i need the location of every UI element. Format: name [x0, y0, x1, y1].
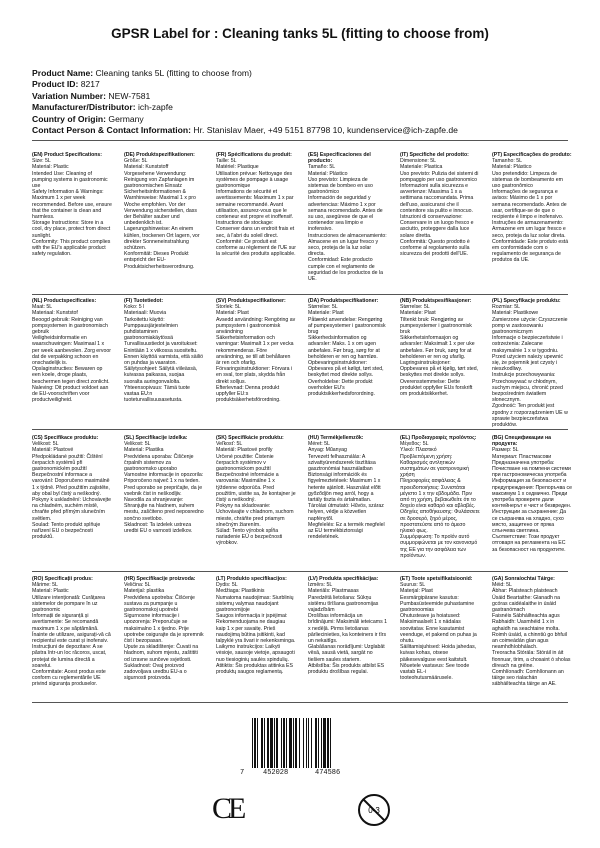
divider-2 — [32, 429, 568, 430]
divider-3 — [32, 571, 568, 572]
spec-block-heading: (LT) Produkto specifikacijos: — [216, 576, 287, 582]
variation-label: Variation Number: — [32, 90, 107, 101]
spec-block-heading: (ES) Especificaciones del producto: — [308, 152, 371, 165]
variation-number: NEW-7581 — [108, 90, 151, 101]
spec-block — [32, 576, 112, 714]
spec-block-heading: (DE) Produktspezifikationen: — [124, 152, 195, 158]
spec-block-heading: (ET) Toote spetsifikatsioonid: — [400, 576, 473, 582]
divider-top — [32, 140, 568, 141]
spec-block — [400, 152, 480, 290]
spec-block — [216, 435, 296, 573]
product-name-label: Product Name: — [32, 68, 94, 78]
spec-block-text: Dimensione: 5L Materiale: Plastica Uso previsto: Pulizia dei sistemi di pompaggio per uso gastronomico Informazioni sulla sicurezza e avvertenze: Massima 1 x a settimana raccomandata. Prima dell'uso, assicurarsi che il contenitore sia pulito e innocuo. Istruzioni di conservazione: Conservare in un luogo fresco e asciutto, proteggere dalla luce solare diretta. Conformità: Questo prodotto è conforme al regolamento sulla sicurezza dei prodotti dell'UE. — [400, 158, 479, 258]
spec-block-heading: (CS) Specifikace produktu: — [32, 435, 99, 441]
spec-block-text: Méret: 5L Anyag: Műanyag Tervezett felhasználás: A szivattyúrendszerek tisztítása gasztronómiai használatban Biztonsági információk és figyelmeztetések: Maximum 1 x hetente ajánlott. Használat előtt győződjön meg arról, hogy a tartály tiszta és ártalmatlan. Tárolási útmutató: Hűvös, száraz helyen, védje a közvetlen napfénytől. Megfelelés: Ez a termék megfelel az EU termékbiztonsági rendeletének. — [308, 441, 385, 541]
spec-block — [492, 152, 572, 290]
spec-block — [400, 576, 480, 714]
spec-block-heading: (NL) Productspecificaties: — [32, 298, 97, 304]
spec-block — [400, 298, 480, 436]
spec-block — [32, 435, 112, 573]
spec-block — [124, 152, 204, 290]
barcode-digit-2: 452028 — [263, 769, 289, 777]
spec-block-text: Veľkosť: 5L Materiál: Plastové profily Určené použitie: Čistenie čerpacích systémov v gastronomickom použití Bezpečnostné informácie a varovania: Maximálne 1 x týždenne odporúča. Pred použitím, uistite sa, že kontajner je čistý a neškodný. Pokyny na skladovanie: Uchovávajte v chladnom, suchom mieste, chráňte pred priamym slnečným žiarením. Súlad: Tento výrobok spĺňa nariadenie EÚ o bezpečnosti výrobkov. — [216, 441, 296, 547]
page-title: GPSR Label for : Cleaning tanks 5L (fitting to choose from) — [111, 26, 489, 41]
spec-block-text: Velikost: 5L Material: Plastika Predvidena uporaba: Čiščenje črpalnih sistemov za gastronomsko uporabo Varnostne informacije in opozorila: Priporočeno največ 1 x na teden. Pred uporabo se prepričajte, da je vsebnik čist in neškodljiv. Navodila za shranjevanje: Shranjujte na hladnem, suhem mestu, zaščiteno pred neposredno sončno svetlobo. Skladnost: Ta izdelek ustreza uredbi EU o varnosti izdelkov. — [124, 441, 204, 535]
spec-block-text: Méid: 5L Ábhar: Plaisteach plaisteach Úsáid Beartaithe: Glanadh na gcóras caidéalaithe in úsáid gastranómach Faisnéis Sábháilteachta agus Rabhaidh: Uasmhéid 1 x in aghaidh na seachtaine molta. Roimh úsáid, a chinntiú go bhfuil an coimeádán glan agus neamhdhíobhálach. Treoracha Stórála: Stóráil in áit fionnuar, tirim, a chosaint ó sholas díreach na gréine. Comhlíonadh: Comhlíonann an táirge seo rialachán sábháilteachta táirge an AE. — [492, 582, 571, 688]
spec-block-heading: (BG) Спецификации на продукта: — [492, 435, 552, 448]
spec-block-text: Size: 5L Material: Plastic Intended Use: Cleaning of pumping systems in gastronomic use Safety Information & Warnings: Maximum 1 x per week recommended. Before use, ensure that the container is clean and harmless. Storage Instructions: Store in a cool, dry place, protect from direct sunlight. Conformity: This product complies with the EU's applicable product safety regulation. — [32, 158, 112, 258]
spec-block — [32, 298, 112, 436]
spec-block-text: Tamaño: 5L Material: Plástico Uso previsto: Limpieza de sistemas de bombeo en uso gastronómico Información de seguridad y advertencias: Máximo 1 x por semana recomendado. Antes de su uso, asegúrese de que el contenedor sea limpio e inofensivo. Instrucciones de almacenamiento: Almacene en un lugar fresco y seco, proteja de la luz solar directa. Conformidad: Este producto cumple con el reglamento de seguridad de los productos de la UE. — [308, 164, 387, 283]
ce-mark-icon: CE — [212, 792, 243, 825]
spec-block — [216, 576, 296, 714]
barcode-digit-1: 7 — [240, 769, 245, 777]
spec-block — [216, 298, 296, 436]
spec-block-heading: (NB) Produktspesifikasjoner: — [400, 298, 472, 304]
spec-block-heading: (FR) Spécifications du produit: — [216, 152, 292, 158]
spec-block-text: Maat: 5L Materiaal: Kunststof Beoogd gebruik: Reiniging van pompsystemen in gastronomisch gebruik Veiligheidsinformatie en waarschuwingen: Maximaal 1 x per week aanbevolen. Zorg ervoor dat de verpakking schoon en onschadelijk is. Opslaginstructies: Bewaren op een koele, droge plaats, beschermen tegen direct zonlicht. Naleving: Dit product voldoet aan de EU-voorschriften voor productveiligheid. — [32, 304, 112, 404]
spec-block-heading: (SV) Produktspecifikationer: — [216, 298, 286, 304]
spec-block — [308, 152, 388, 290]
spec-block-heading: (EN) Product Specifications: — [32, 152, 103, 158]
country: Germany — [108, 113, 144, 124]
spec-block-text: Mărime: 5L Material: Plastic Utilizare intenționată: Curățarea sistemelor de pompare în uz gastronomic Informații de siguranță și avertismente: Se recomandă maximum 1 x pe săptămână. Înainte de utilizare, asigurați-vă că recipientul este curat și inofensiv. Instrucțiuni de depozitare: A se păstra într-un loc răcoros, uscat, protejat de lumina directă a soarelui. Conformitate: Acest produs este conform cu reglementările UE privind siguranța produselor. — [32, 582, 111, 688]
product-id-label: Product ID: — [32, 79, 79, 90]
product-name: Cleaning tanks 5L (fitting to choose from) — [95, 68, 252, 78]
spec-block — [400, 435, 480, 573]
spec-block — [492, 298, 572, 436]
spec-block-heading: (SK) Špecifikácie produktu: — [216, 435, 284, 441]
spec-block-text: Größe: 5L Material: Kunststoff Vorgesehene Verwendung: Reinigung von Zapfanlagen im gastronomischen Einsatz Sicherheitsinformationen & Warnhinweise: Maximal 1 x pro Woche empfohlen. Vor der Verwendung sicherstellen, dass der Behälter sauber und unbedenklich ist. Lagerungshinweise: An einem kühlen, trockenen Ort lagern, vor direkter Sonneneinstrahlung schützen. Konformität: Dieses Produkt entspricht der EU-Produktsicherheitsverordnung. — [124, 158, 200, 270]
spec-block-text: Izmērs: 5L Materiāls: Plastmasas Paredzētā lietošana: Sūkņu sistēmu tīrīšana gastronomijas vajadzībām Drošības informācija un brīdinājumi: Maksimāli ieteicams 1 x nedēļā. Pirms lietošanas pārliecinieties, ka konteiners ir tīrs un nekaitīgs. Glabāšanas norādījumi: Uzglabāt vēsā, sausā vietā, sargāt no tiešiem saules stariem. Atbilstība: Šis produkts atbilst ES produktu drošības regulai. — [308, 582, 387, 676]
spec-block-text: Størrelse: 5L Materiale: Plast Tiltenkt bruk: Rengjøring av pumpesystemer i gastronomisk bruk Sikkerhetsinformasjon og advarsler: Maksimalt 1 x per uke anbefales. Før bruk, sørg for at beholderen er ren og ufarlig. Lagringsinstruksjoner: Oppbevares på et kjølig, tørt sted, beskyttes mot direkte sollys. Overensstemmelse: Dette produktet oppfyller EUs forskrift om produktsikkerhet. — [400, 304, 479, 398]
spec-block-text: Tamanho: 5L Material: Plástico Uso pretendido: Limpeza de sistemas de bombeamento em uso gastronômico Informações de segurança e avisos: Máximo de 1 x por semana recomendado. Antes de usar, certifique-se de que o recipiente é limpo e inofensivo. Instruções de armazenamento: Armazene em um lugar fresco e seco, proteja da luz solar direta. Conformidade: Este produto está em conformidade com o regulamento de segurança de produtos da UE. — [492, 158, 569, 264]
spec-block — [32, 152, 112, 290]
spec-block — [124, 576, 204, 714]
spec-block-heading: (IT) Specifiche del prodotto: — [400, 152, 469, 158]
spec-block-text: Størrelse: 5L Materiale: Plast Påtænkt anvendelse: Rengøring af pumpesystemer i gastronomisk brug Sikkerhedsinformation og advarsler: Maks. 1 x om ugen anbefales. Før brug, sørg for at beholderen er ren og harmløs. Opbevaringsinstruktioner: Opbevares på et køligt, tørt sted, beskyttet mod direkte sollys. Overholdelse: Dette produkt overholder EU's produktsikkerhedsforordning. — [308, 304, 386, 398]
spec-block — [308, 435, 388, 573]
spec-block-text: Taille: 5L Matériel: Plastique Utilisation prévue: Nettoyage des systèmes de pompage à usage gastronomique Informations de sécurité et avertissements: Maximum 1 x par semaine recommandé. Avant utilisation, assurez-vous que le conteneur est propre et inoffensif. Instructions de stockage: Conserver dans un endroit frais et sec, à l'abri du soleil direct. Conformité: Ce produit est conforme au règlement de l'UE sur la sécurité des produits applicable. — [216, 158, 296, 258]
barcode — [250, 718, 370, 768]
contact: Hr. Stanislav Maer, +49 5151 87798 10, kundenservice@ich-zapfe.de — [193, 125, 458, 136]
svg-text:0-3: 0-3 — [368, 806, 380, 815]
spec-block — [492, 576, 572, 714]
spec-block-text: Μέγεθος: 5L Υλικό: Πλαστικό Προβλεπόμενη χρήση: Καθαρισμός αντλητικών συστημάτων σε γαστρονομική χρήση Πληροφορίες ασφάλειας & προειδοποιήσεις: Συνιστάται μέγιστο 1 x την εβδομάδα. Πριν από τη χρήση, βεβαιωθείτε ότι το δοχείο είναι καθαρό και αβλαβές. Οδηγίες αποθήκευσης: Φυλάσσετε σε δροσερό, ξηρό μέρος, προστατεύστε από το άμεσο ηλιακό φως. Συμμόρφωση: Το προϊόν αυτό συμμορφώνεται με τον κανονισμό της ΕΕ για την ασφάλεια των προϊόντων. — [400, 441, 480, 559]
spec-block-heading: (DA) Produktspecifikationer: — [308, 298, 379, 304]
spec-block-heading: (FI) Tuotetiedot: — [124, 298, 164, 304]
spec-block-text: Veličina: 5L Materijal: plastika Predviđena upotreba: Čišćenje sustava za pumpanje u gastronomskoj upotrebi Sigurnosne informacije i upozorenja: Preporučuje se maksimalno 1 x tjedno. Prije upotrebe osigurajte da je spremnik čist i bezopasan. Upute za skladištenje: Čuvati na hladnom, suhom mjestu, zaštititi od izravne sunčeve svjetlosti. Sukladnost: Ovaj proizvod zadovoljava uredbu EU-a o sigurnosti proizvoda. — [124, 582, 204, 682]
contact-label: Contact Person & Contact Information: — [32, 125, 191, 136]
spec-block — [216, 152, 296, 290]
divider-1 — [32, 294, 568, 295]
divider-bottom — [32, 702, 568, 703]
spec-block-heading: (PT) Especificações do produto: — [492, 152, 572, 158]
spec-block-text: Velikost: 5L Materiál: Plastové Předpokládané použití: Čištění čerpacích systémů při gastronomickém použití Bezpečnostní informace a varování: Doporučeno maximálně 1 x týdně. Před použitím zajistěte, aby obal byl čistý a neškodný. Pokyny k uskladnění: Uchovávejte na chladném, suchém místě, chraňte před přímým slunečním světlem. Soulad: Tento produkt splňuje nařízení EU o bezpečnosti produktů. — [32, 441, 112, 541]
product-id: 8217 — [80, 79, 100, 90]
spec-block-heading: (EL) Προδιαγραφές προϊόντος: — [400, 435, 477, 441]
barcode-digit-3: 474586 — [315, 769, 341, 777]
spec-block-heading: (GA) Sonraíochtaí Táirge: — [492, 576, 555, 582]
spec-block-text: Suurus: 5L Materjal: Plast Eesmärgipärane kasutus: Pumbasüsteemide puhastamine gastronoomias Ohutusteave ja hoiatused: Maksimaalselt 1 x nädalas soovitatav. Enne kasutamist veenduge, et pakend on puhas ja ohutu. Säilitamisjuhised: Hoida jahedas, kuivas kohas, otsese päikesevalguse eest kaitstult. Nõuetele vastavus: See toode vastab EL-i tooteohutusmäärusele. — [400, 582, 477, 682]
spec-block-text: Dydis: 5L Medžiaga: Plastikinis Numatoma naudojimas: Siurblinių sistemų valymas naudojant gastronomijoje Saugos informacija ir įspėjimai: Rekomenduojama ne daugiau kaip 1 x per savaitę. Prieš naudojimą būtina įsitikinti, kad talpyklė yra švari ir nekenksminga. Laikymo instrukcijos: Laikyti vėsioje, sausoje vietoje, apsaugoti nuo tiesioginių saulės spindulių. Atitiktis: Šis produktas atitinka ES produktų saugos reglamentą. — [216, 582, 296, 676]
spec-block-text: Размер: 5L Материал: Пластмасови Предназначена употреба: Почистване на помпени системи при гастрономическа употреба Информация за безопасност и предупреждения: Препоръчва се максимум 1 х седмично. Преди употреба проверете дали контейнерът е чист и безвреден. Инструкции за съхранение: Да се съхранява на хладно, сухо място, защитено от пряка слънчева светлина. Съответствие: Този продукт отговаря на регламента на ЕС за безопасност на продуктите. — [492, 447, 572, 553]
spec-block-heading: (HR) Specifikacije proizvoda: — [124, 576, 196, 582]
manufacturer-label: Manufacturer/Distributor: — [32, 102, 136, 113]
spec-block-heading: (PL) Specyfikacje produktu: — [492, 298, 561, 304]
spec-block — [308, 298, 388, 436]
spec-block — [124, 298, 204, 436]
spec-block — [492, 435, 572, 573]
spec-block-heading: (LV) Produkta specifikācijas: — [308, 576, 379, 582]
spec-block-text: Koko: 5 l Materiaali: Muovia Tarkoitettu käyttö: Pumppausjärjestelmien puhdistaminen gastronomiakäytössä Turvallisuustiedot ja varoitukset: Enintään 1 x viikossa suositeltu. Ennen käyttöä varmista, että säiliö on puhdas ja vaaraton. Säilytysohjeet: Säilytä viileässä, kuivassa paikassa, suojaa suoralta auringonvalolta. Yhteensopivuus: Tämä tuote vastaa EU:n tuoteturvallisuusasetusta. — [124, 304, 204, 404]
product-info — [32, 68, 458, 136]
age-warning-icon — [356, 792, 392, 828]
country-label: Country of Origin: — [32, 113, 106, 124]
spec-block-heading: (HU) Termékjellemzők: — [308, 435, 364, 441]
spec-block-text: Storlek: 5L Material: Plast Avsedd användning: Rengöring av pumpsystem i gastronomisk användning Säkerhetsinformation och varningar: Maximalt 1 x per vecka rekommenderas. Före användning, se till att behållaren är ren och ofarlig. Förvaringsinstruktioner: Förvara i en sval, torr plats, skydda från direkt solljus. Efterlevnad: Denna produkt uppfyller EU:s produktsäkerhetsförordning. — [216, 304, 296, 404]
spec-block — [124, 435, 204, 573]
spec-block-heading: (RO) Specificații produs: — [32, 576, 93, 582]
manufacturer: ich-zapfe — [138, 102, 173, 113]
spec-block-text: Rozmiar: 5L Materiał: Plastikowe Zamierzone użycie: Czyszczenie pomp w zastosowaniu gastronomicznym Informacje o bezpieczeństwie i ostrzeżenia: Zalecane maksymalnie 1 x w tygodniu. Przed użyciem należy upewnić się, że pojemnik jest czysty i nieszkodliwy. Instrukcje przechowywania: Przechowywać w chłodnym, suchym miejscu, chronić przed bezpośrednim światłem słonecznym. Zgodność: Ten produkt jest zgodny z rozporządzeniem UE w sprawie bezpieczeństwa produktów. — [492, 304, 568, 429]
spec-block — [308, 576, 388, 714]
spec-block-heading: (SL) Specifikacije izdelka: — [124, 435, 188, 441]
